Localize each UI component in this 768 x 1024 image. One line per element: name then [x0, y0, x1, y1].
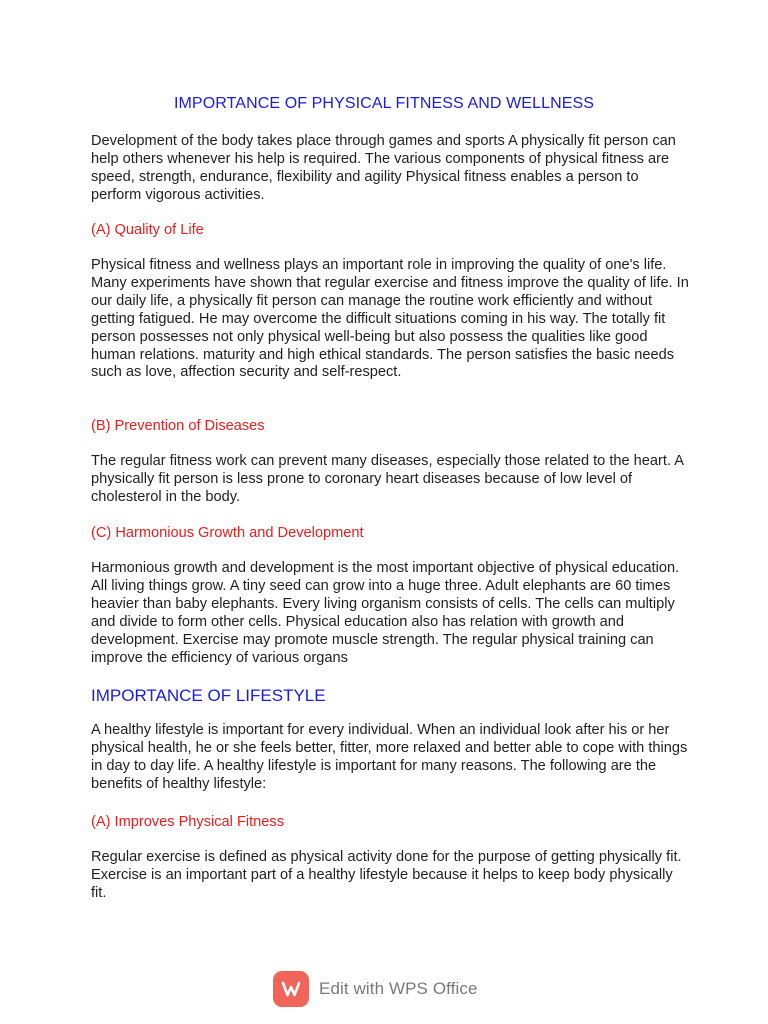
lifestyle-subheading-physical-fitness: (A) Improves Physical Fitness: [91, 814, 285, 830]
section-heading-quality-of-life: (A) Quality of Life: [91, 222, 204, 238]
page-title: IMPORTANCE OF PHYSICAL FITNESS AND WELLNESS: [173, 95, 595, 112]
edit-with-wps-office-link[interactable]: [273, 971, 478, 1007]
wps-office-logo-icon: [273, 971, 309, 1007]
section-body-quality-of-life: Physical fitness and wellness plays an important role in improving the quality of one's life. Many experiments have shown that regular exercise and fitness improve the quality of life. In our daily life, a physically fit person can manage the routine work efficiently and without getting fatigued. He may overcome the difficult situations coming in his way. The totally fit person possesses not only physical well-being but also possess the qualities like good human relations. maturity and high ethical standards. The person satisfies the basic needs such as love, affection security and self-respect.: [91, 257, 689, 381]
section-body-prevention-of-diseases: The regular fitness work can prevent many diseases, especially those related to the heart. A physically fit person is less prone to coronary heart diseases because of low level of cholesterol in the body.: [91, 453, 684, 505]
lifestyle-heading: IMPORTANCE OF LIFESTYLE: [91, 686, 326, 705]
lifestyle-paragraph: A healthy lifestyle is important for every individual. When an individual look after his or her physical health, he or she feels better, fitter, more relaxed and better able to cope with things in day to day life. A healthy lifestyle is important for many reasons. The following are the benefits of healthy lifestyle:: [91, 722, 688, 792]
section-body-harmonious-growth: Harmonious growth and development is the most important objective of physical education. All living things grow. A tiny seed can grow into a huge three. Adult elephants are 60 times heavier than baby elephants. Every living organism consists of cells. The cells can multiply and divide to form other cells. Physical education also has relation with growth and development. Exercise may promote muscle strength. The regular physical training can improve the efficiency of various organs: [91, 560, 680, 666]
lifestyle-subbody-physical-fitness: Regular exercise is defined as physical activity done for the purpose of getting physically fit. Exercise is an important part of a healthy lifestyle because it helps to keep body physically fit.: [91, 849, 682, 901]
wps-office-label: Edit with WPS Office: [319, 979, 478, 998]
section-heading-harmonious-growth: (C) Harmonious Growth and Development: [91, 525, 364, 541]
section-heading-prevention-of-diseases: (B) Prevention of Diseases: [91, 418, 265, 434]
intro-paragraph: Development of the body takes place through games and sports A physically fit person can help others whenever his help is required. The various components of physical fitness are speed, strength, endurance, flexibility and agility Physical fitness enables a person to perform vigorous activities.: [91, 133, 676, 203]
